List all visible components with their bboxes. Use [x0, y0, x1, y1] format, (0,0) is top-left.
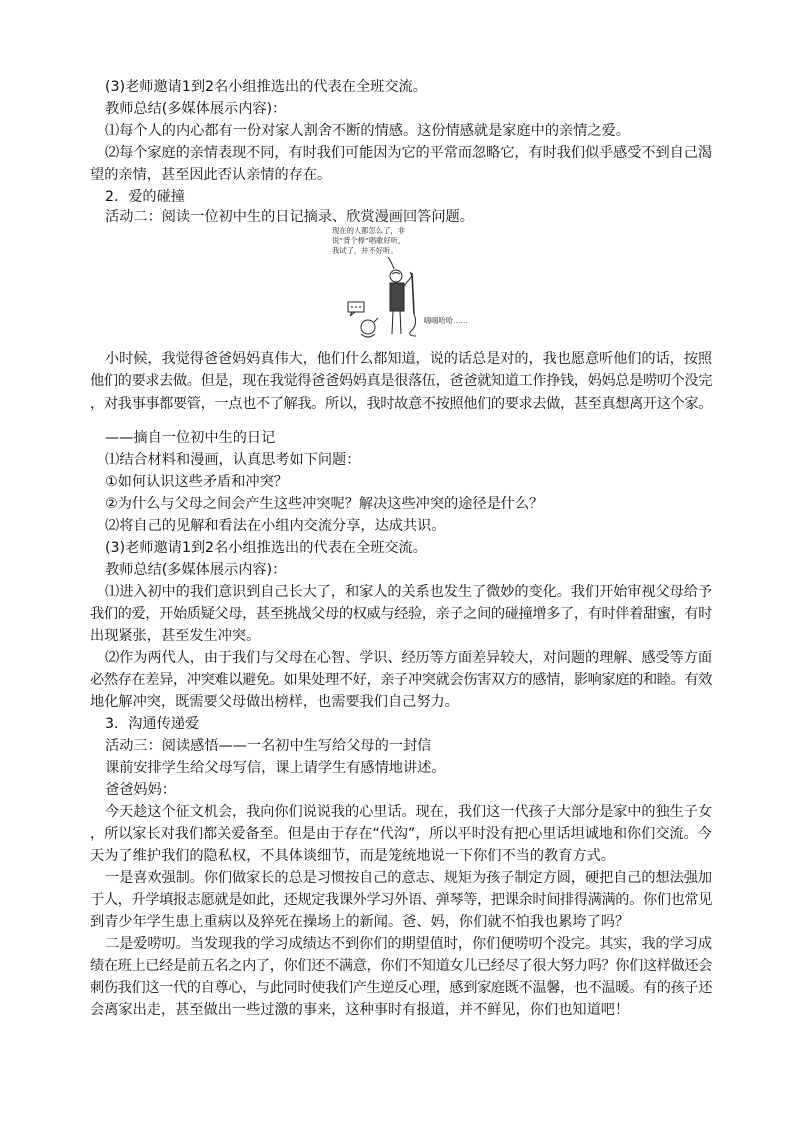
text-line: 我们的爱，开始质疑父母，甚至挑战父母的权威与经验，亲子之间的碰撞增多了，有时伴着甜蜜，有时	[90, 606, 713, 622]
text-line: (3)老师邀请1到2名小组推选出的代表在全班交流。	[105, 79, 427, 95]
text-line: ——摘自一位初中生的日记	[105, 430, 276, 446]
text-line: 他们的要求去做。但是，现在我觉得爸爸妈妈真是很落伍，爸爸就知道工作挣钱，妈妈总是唠叨个没完	[90, 373, 713, 389]
text-line: 到青少年学生患上重病以及猝死在操场上的新闻。爸、妈，你们就不怕我也累垮了吗？	[90, 914, 630, 930]
section-heading: 2．爱的碰撞	[105, 189, 185, 205]
cartoon-illustration	[330, 224, 490, 340]
text-line: 教师总结(多媒体展示内容)：	[105, 562, 287, 578]
text-line: 一是喜欢强制。你们做家长的总是习惯按自己的意志、规矩为孩子制定方圆，硬把自己的想法强加	[105, 870, 712, 886]
cartoon-laugh-text: 嗨嗨哈哈……	[424, 316, 468, 325]
text-line: 小时候，我觉得爸爸妈妈真伟大，他们什么都知道，说的话总是对的，我也愿意听他们的话，按照	[105, 351, 712, 367]
section-heading: 3．沟通传递爱	[105, 716, 200, 732]
text-line: (3)老师邀请1到2名小组推选出的代表在全班交流。	[105, 540, 427, 556]
text-line: 活动二：阅读一位初中生的日记摘录、欣赏漫画回答问题。	[105, 209, 474, 225]
cartoon-speech-line: 说“背个棒”唱歌好听，	[332, 236, 406, 245]
text-line: 二是爱唠叨。当发现我的学习成绩达不到你们的期望值时，你们便唠叨个没完。其实，我的学习成	[105, 936, 712, 952]
text-line: ⑵作为两代人，由于我们与父母在心智、学识、经历等方面差异较大，对问题的理解、感受等方面	[105, 650, 712, 666]
text-line: 绩在班上已经是前五名之内了，你们还不满意，你们不知道女儿已经尽了很大努力吗？你们这样做还会	[90, 958, 713, 974]
text-line: 于人，升学填报志愿就是如此，还规定我课外学习外语、弹琴等，把课余时间排得满满的。你们也常见	[90, 892, 713, 908]
text-line: ，对我事事都要管，一点也不了解我。所以，我时故意不按照他们的要求去做，甚至真想离开这个家。	[90, 396, 713, 412]
text-line: ⑴进入初中的我们意识到自己长大了，和家人的关系也发生了微妙的变化。我们开始审视父母给予	[105, 584, 712, 600]
text-line: ②为什么与父母之间会产生这些冲突呢？解决这些冲突的途径是什么？	[105, 496, 544, 512]
text-line: ，所以家长对我们都关爱备至。但是由于存在“代沟”，所以平时没有把心里话坦诚地和你们交流。今	[90, 826, 712, 842]
cartoon-speech-line: 现在的人都怎么了，非	[332, 226, 405, 235]
cartoon-speech-line: 我试了，并不好听。	[332, 246, 398, 255]
letter-salutation: 爸爸妈妈：	[105, 782, 176, 798]
text-line: ⑵将自己的见解和看法在小组内交流分享，达成共识。	[105, 518, 446, 534]
text-line: ⑵每个家庭的亲情表现不同，有时我们可能因为它的平常而忽略它，有时我们似乎感受不到自己渴	[105, 145, 712, 161]
text-line: 今天趁这个征文机会，我向你们说说我的心里话。现在，我们这一代孩子大部分是家中的独生子女	[105, 804, 712, 820]
text-line: ⑴每个人的内心都有一份对家人割舍不断的情感。这份情感就是家庭中的亲情之爱。	[105, 123, 630, 139]
text-line: 望的亲情，甚至因此否认亲情的存在。	[90, 167, 332, 183]
text-line: 刺伤我们这一代的自尊心，与此同时使我们产生逆反心理，感到家庭既不温馨，也不温暖。有的孩子还	[90, 980, 713, 996]
text-line: ①如何认识这些矛盾和冲突？	[105, 474, 288, 490]
text-line: 出现紧张，甚至发生冲突。	[90, 628, 261, 644]
text-line: 天为了维护我们的隐私权，不具体谈细节，而是笼统地说一下你们不当的教育方式。	[90, 848, 615, 864]
text-line: 课前安排学生给父母写信，课上请学生有感情地讲述。	[105, 760, 446, 776]
text-line: 必然存在差异，冲突难以避免。如果处理不好，亲子冲突就会伤害双方的感情，影响家庭的和睦。有效	[90, 672, 713, 688]
text-line: ⑴结合材料和漫画，认真思考如下问题：	[105, 452, 361, 468]
text-line: 活动三：阅读感悟——一名初中生写给父母的一封信	[105, 738, 432, 754]
text-line: 地化解冲突，既需要父母做出榜样，也需要我们自己努力。	[90, 694, 459, 710]
text-line: 教师总结(多媒体展示内容)：	[105, 101, 287, 117]
text-line: 会离家出走，甚至做出一些过激的事来，这种事时有报道，并不鲜见，你们也知道吧！	[90, 1002, 630, 1018]
